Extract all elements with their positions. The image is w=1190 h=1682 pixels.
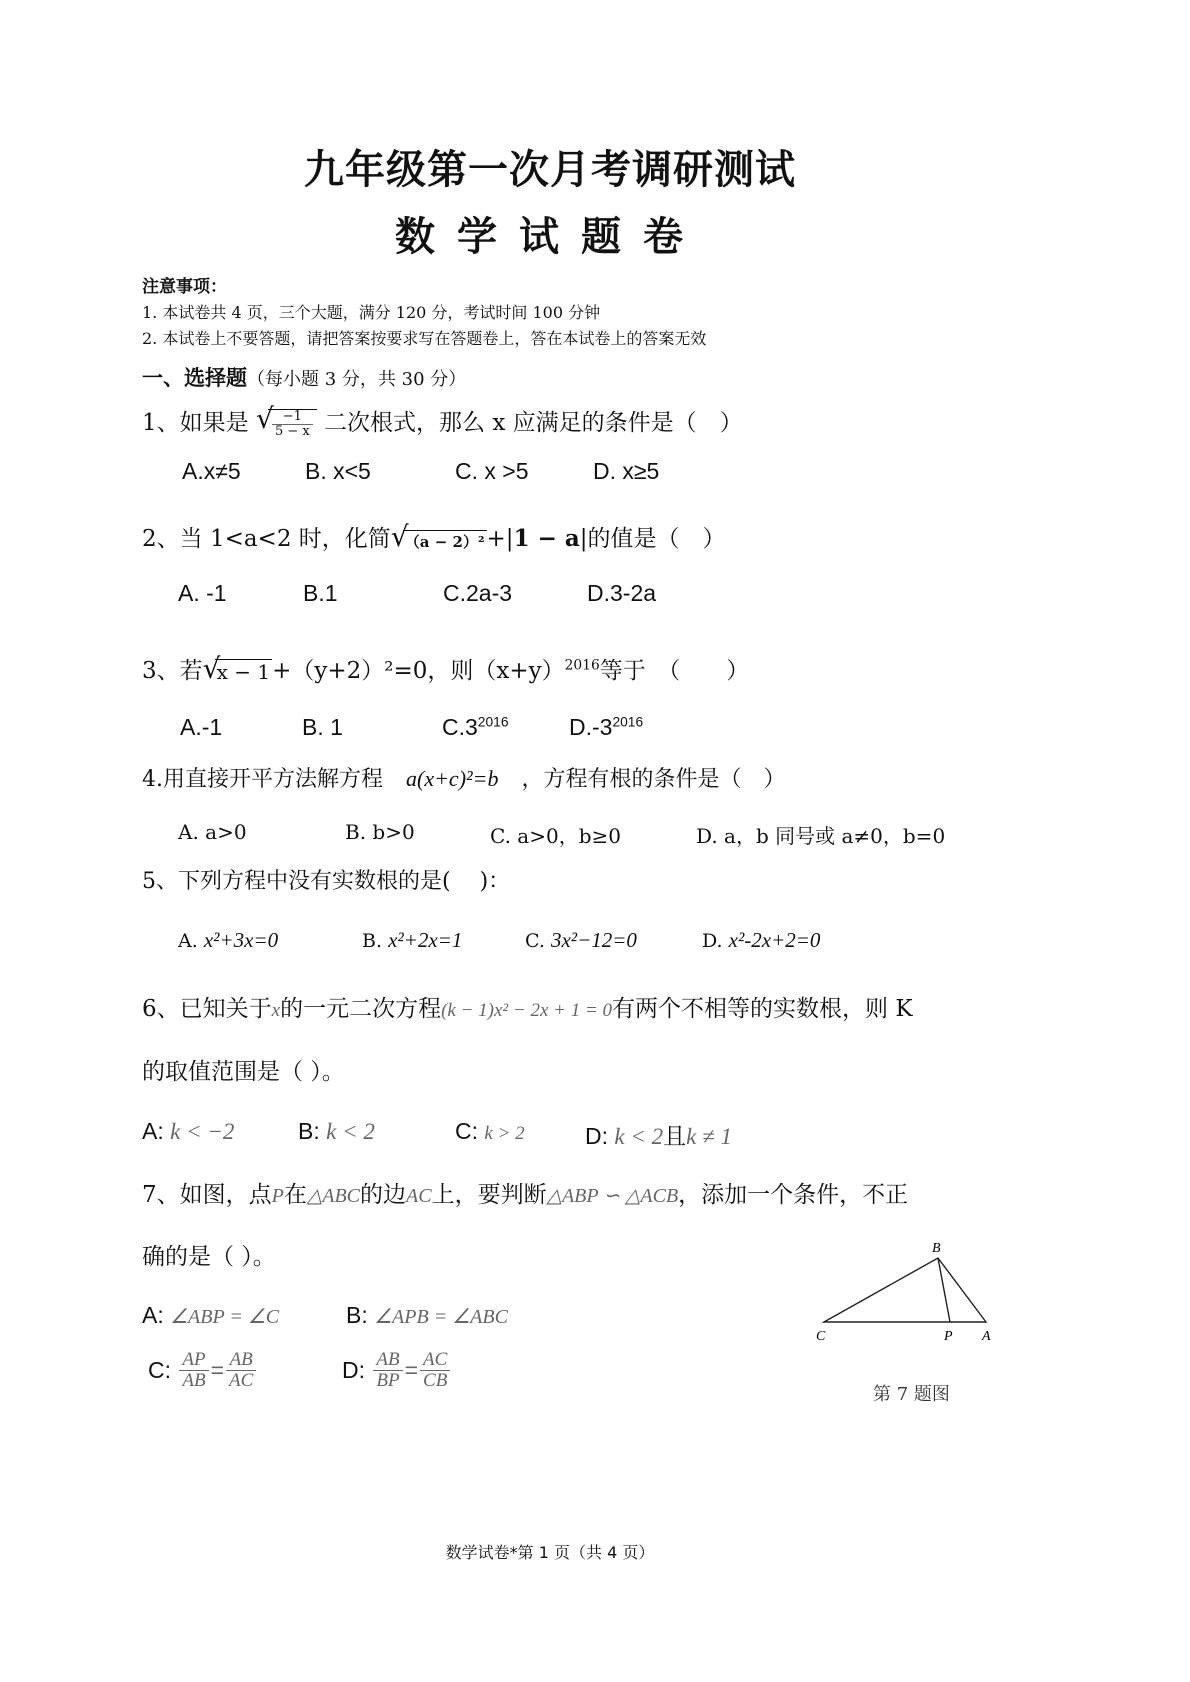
q3-text-mid: +（y+2）²=0，则（x+y）: [272, 658, 565, 684]
q7-line-2: 确的是（ ）。: [142, 1244, 276, 1270]
q7-option-c: C: $\frac{AP}{AB}$ = $\frac{AB}{AC}$: [148, 1350, 258, 1391]
q5-option-d: D. x²-2x+2=0: [702, 928, 821, 952]
q4-option-b: B. b>0: [345, 820, 415, 844]
q2-option-c: C.2a-3: [443, 580, 513, 606]
q6-text-post: 有两个不相等的实数根，则 K: [612, 996, 913, 1022]
question-4: [142, 762, 785, 793]
q5-option-b: B. x²+2x=1: [362, 928, 463, 952]
q6-option-c: C: k > 2: [455, 1118, 525, 1144]
q4-text-pre: 4.用直接开平方法解方程: [142, 767, 383, 792]
q1-option-a: A.x≠5: [182, 458, 241, 484]
q3-radicand: x − 1: [216, 660, 271, 684]
question-3: [142, 652, 749, 685]
exam-title: 九年级第一次月考调研测试: [304, 147, 796, 193]
page-footer: 数学试卷*第 1 页（共 4 页）: [445, 1543, 655, 1562]
q1-option-b: B. x<5: [305, 458, 371, 484]
label-a: A: [982, 1329, 991, 1344]
label-b: B: [932, 1241, 941, 1256]
q6-equation: (k − 1)x² − 2x + 1 = 0: [441, 1000, 613, 1021]
figure-caption: 第 7 题图: [873, 1384, 950, 1405]
exam-subtitle: 数学试题卷: [395, 214, 705, 260]
note-item-2: 2. 本试卷上不要答题，请把答案按要求写在答题卷上，答在本试卷上的答案无效: [142, 329, 707, 348]
q7-option-b: B: ∠APB = ∠ABC: [346, 1302, 508, 1328]
q3-option-d: $D.-3^{2016}$: [569, 714, 644, 740]
question-2: [142, 520, 726, 553]
q2-radicand: （a − 2）²: [403, 530, 487, 552]
q6-option-d: D: k < 2且k ≠ 1: [585, 1123, 732, 1150]
q7-option-a: A: ∠ABP = ∠C: [142, 1302, 280, 1328]
q5-option-a: A. x²+3x=0: [178, 928, 279, 952]
q6-option-a: A: k < −2: [142, 1118, 235, 1144]
q1-option-d: D. x≥5: [593, 458, 660, 484]
section-title: 一、选择题: [142, 366, 247, 390]
question-6: [142, 990, 913, 1023]
q2-radical: √ （a − 2）²: [390, 520, 485, 553]
notes-heading: 注意事项：: [142, 277, 227, 297]
q6-text-mid: 的一元二次方程: [280, 996, 442, 1022]
q1-radical: √ $\frac{-1}{5 - x}$: [256, 409, 317, 438]
label-p: P: [944, 1329, 953, 1344]
q2-option-a: A. -1: [178, 580, 227, 606]
q4-equation: a(x+c)²=b: [406, 766, 499, 791]
question-5: 5、下列方程中没有实数根的是( )：: [142, 869, 511, 894]
q3-text-post: 等于 （ ）: [599, 658, 750, 684]
q2-option-b: B.1: [303, 580, 338, 606]
triangle-abc: [824, 1258, 986, 1322]
q1-option-c: C. x >5: [455, 458, 529, 484]
q3-option-c: $C.3^{2016}$: [442, 714, 509, 740]
q5-option-c: C. 3x²−12=0: [525, 928, 637, 952]
q3-option-a: A.-1: [180, 714, 223, 740]
section-heading: [142, 362, 466, 392]
q2-text-post: |的值是（ ）: [579, 526, 726, 552]
section-points: （每小题 3 分，共 30 分）: [247, 369, 467, 390]
q6-option-b: B: k < 2: [298, 1118, 375, 1144]
q6-line-2: 的取值范围是（ ）。: [142, 1059, 345, 1085]
q7-triangle-figure: [800, 1238, 1000, 1348]
q1-text-post: 二次根式，那么 x 应满足的条件是（ ）: [324, 410, 743, 436]
q3-exponent: 2016: [564, 657, 600, 674]
q1-text-pre: 1、如果是: [142, 410, 249, 436]
q4-option-d: D. a，b 同号或 a≠0，b=0: [696, 824, 946, 848]
q3-option-b: B. 1: [302, 714, 343, 740]
q3-radical: √ x − 1: [202, 652, 271, 685]
q3-text-pre: 3、若: [142, 658, 203, 684]
q1-fraction: [272, 410, 313, 438]
q4-option-a: A. a>0: [178, 820, 247, 844]
q2-abs-expr: 1 − a: [513, 525, 580, 552]
q6-variable: x: [271, 1000, 281, 1021]
note-item-1: 1. 本试卷共 4 页，三个大题，满分 120 分，考试时间 100 分钟: [142, 303, 601, 322]
q2-text-mid: +|: [486, 526, 514, 552]
q2-option-d: D.3-2a: [587, 580, 657, 606]
q2-text-pre: 2、当 1<a<2 时，化简: [142, 526, 391, 552]
q4-text-post: ，方程有根的条件是（ ）: [521, 767, 786, 792]
q1-denominator: 5 − x: [274, 424, 310, 439]
q7-option-d: D: $\frac{AB}{BP}$ = $\frac{AC}{CB}$: [342, 1350, 452, 1391]
label-c: C: [816, 1329, 826, 1344]
q1-numerator: −1: [272, 410, 313, 425]
q6-text-pre: 6、已知关于: [142, 996, 272, 1022]
question-1: [142, 404, 743, 439]
q4-option-c: C. a>0，b≥0: [490, 824, 621, 848]
question-7: 7、如图，点P在△ABC的边AC上，要判断△ABP ∽ △ACB，添加一个条件，不正: [142, 1182, 909, 1208]
segment-bp: [938, 1258, 950, 1322]
